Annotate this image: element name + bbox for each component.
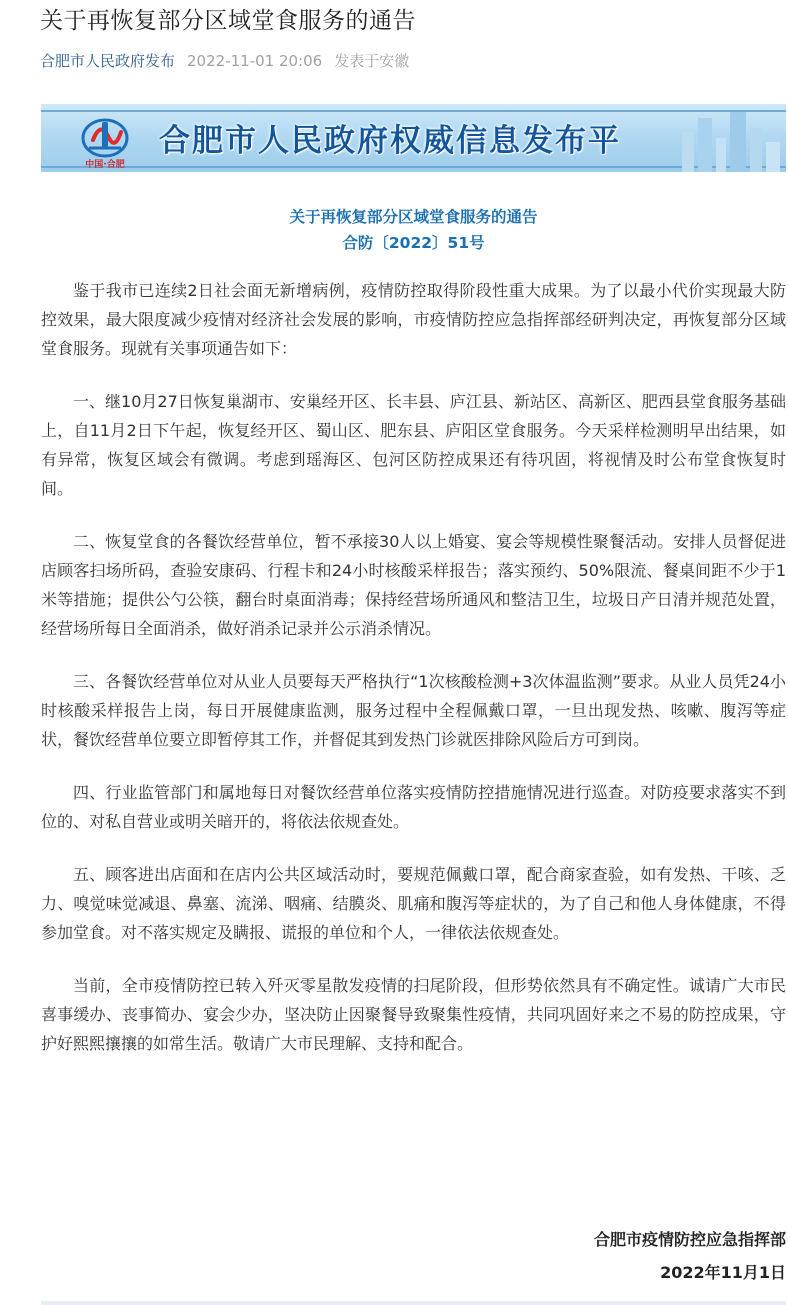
- paragraph-closing: 当前，全市疫情防控已转入歼灭零星散发疫情的扫尾阶段，但形势依然具有不确定性。诚请广大市民喜事缓办、丧事简办、宴会少办，坚决防止因聚餐导致聚集性疫情，共同巩固好来之不易的防控成果，守护好熙熙攘攘的如常生活。敬请广大市民理解、支持和配合。: [41, 976, 786, 1053]
- paragraph-item-5: 五、顾客进出店面和在店内公共区域活动时，要规范佩戴口罩，配合商家查验，如有发热、干咳、乏力、嗅觉味觉减退、鼻塞、流涕、咽痛、结膜炎、肌痛和腹泻等症状的，为了自己和他人身体健康，不得参加堂食。对不落实规定及瞒报、谎报的单位和个人，一律依法依规查处。: [41, 865, 786, 942]
- paragraph-item-1: 一、继10月27日恢复巢湖市、安巢经开区、长丰县、庐江县、新站区、高新区、肥西县堂食服务基础上，自11月2日下午起，恢复经开区、蜀山区、肥东县、庐阳区堂食服务。今天采样检测明早出结果，如有异常，恢复区域会有微调。考虑到瑶海区、包河区防控成果还有待巩固，将视情及时公布堂食恢复时间。: [41, 392, 786, 498]
- signature-date: 2022年11月1日: [660, 1263, 786, 1282]
- banner-slogan: 合肥市人民政府权威信息发布平: [159, 123, 621, 159]
- notice-body: [41, 276, 786, 1058]
- publish-time: 2022-11-01 20:06: [187, 52, 323, 70]
- logo-text: 中国·合肥: [85, 160, 125, 170]
- article-meta: [40, 50, 409, 71]
- notice-number: 合防〔2022〕51号: [342, 234, 485, 252]
- paragraph-item-3: 三、各餐饮经营单位对从业人员要每天严格执行“1次核酸检测+3次体温监测”要求。从业人员凭24小时核酸采样报告上岗，每日开展健康监测，服务过程中全程佩戴口罩，一旦出现发热、咳嗽、腹泻等症状，餐饮经营单位要立即暂停其工作，并督促其到发热门诊就医排除风险后方可到岗。: [41, 672, 786, 749]
- paragraph-item-4: 四、行业监管部门和属地每日对餐饮经营单位落实疫情防控措施情况进行巡查。对防疫要求落实不到位的、对私自营业或明关暗开的，将依法依规查处。: [41, 783, 786, 831]
- article-title: 关于再恢复部分区域堂食服务的通告: [40, 8, 416, 34]
- city-skyline-icon: [676, 104, 786, 172]
- header-banner: [41, 104, 786, 172]
- notice-heading: [41, 204, 786, 256]
- paragraph-item-2: 二、恢复堂食的各餐饮经营单位，暂不承接30人以上婚宴、宴会等规模性聚餐活动。安排人员督促进店顾客扫场所码，查验安康码、行程卡和24小时核酸采样报告；落实预约、50%限流、餐桌间距不少于1米等措施；提供公勺公筷，翻台时桌面消毒；保持经营场所通风和整洁卫生，垃圾日产日清并规范处置，经营场所每日全面消杀，做好消杀记录并公示消杀情况。: [41, 532, 786, 638]
- publisher-link[interactable]: 合肥市人民政府发布: [40, 52, 176, 70]
- banner-stripe-top: [41, 110, 786, 112]
- signature-issuer: 合肥市疫情防控应急指挥部: [593, 1230, 786, 1249]
- hefei-logo-icon: [77, 110, 133, 170]
- signature-block: [41, 1223, 786, 1289]
- notice-title: 关于再恢复部分区域堂食服务的通告: [289, 208, 538, 226]
- paragraph-intro: 鉴于我市已连续2日社会面无新增病例，疫情防控取得阶段性重大成果。为了以最小代价实现最大防控效果，最大限度减少疫情对经济社会发展的影响，市疫情防控应急指挥部经研判决定，再恢复部分区域堂食服务。现就有关事项通告如下：: [41, 281, 786, 358]
- publish-location: 发表于安徽: [334, 52, 410, 70]
- banner-stripe-bottom: [41, 166, 786, 168]
- bottom-divider: [41, 1301, 786, 1305]
